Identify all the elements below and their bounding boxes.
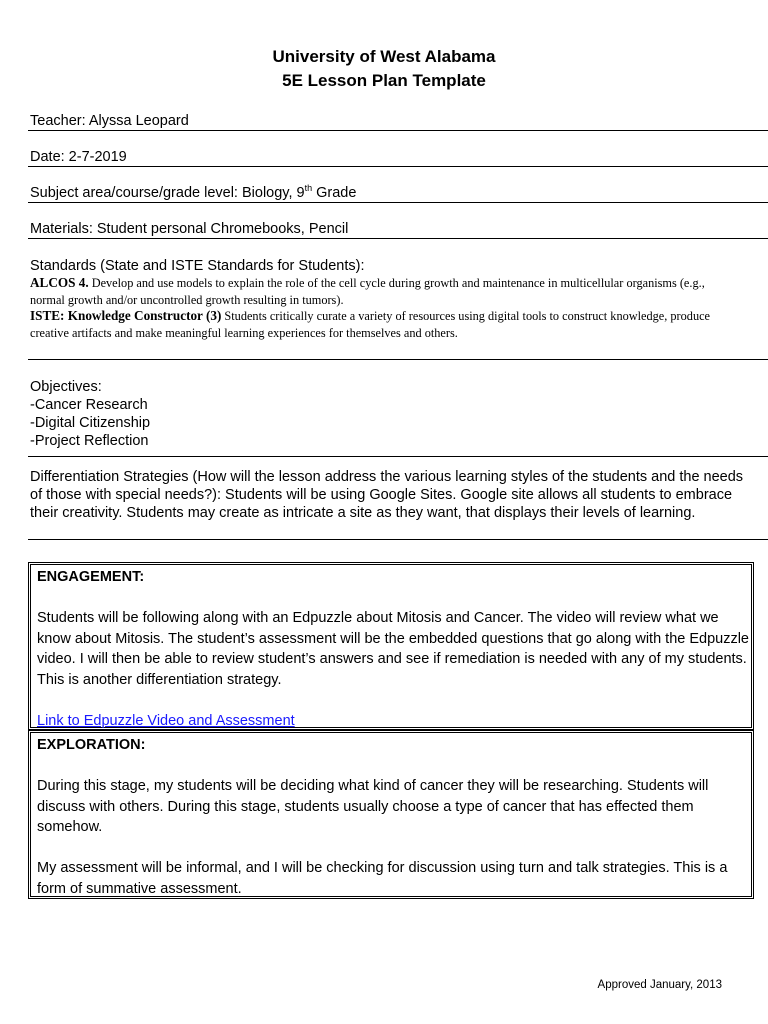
materials-field: Materials: Student personal Chromebooks, Pencil bbox=[30, 221, 349, 237]
subject-field bbox=[30, 184, 768, 202]
divider bbox=[28, 130, 768, 131]
alcos-text: Develop and use models to explain the role of the cell cycle during growth and maintenance in multicellular organisms (e.g., normal growth and/or uncontrolled growth resulting in tumors). bbox=[30, 276, 705, 307]
exploration-box bbox=[28, 730, 754, 899]
template-title: 5E Lesson Plan Template bbox=[282, 71, 486, 90]
objective-item: -Cancer Research bbox=[30, 397, 148, 413]
subject-prefix: Subject area/course/grade level: Biology, 9 bbox=[30, 185, 305, 201]
exploration-text: During this stage, my students will be deciding what kind of cancer they will be researching. Students will discuss with others. During this stage, students usually choose a type of cancer that has effected them somehow. bbox=[37, 778, 709, 835]
subject-superscript: th bbox=[304, 183, 313, 194]
edpuzzle-link[interactable]: Link to Edpuzzle Video and Assessment bbox=[37, 712, 295, 729]
exploration-heading: EXPLORATION: bbox=[37, 737, 146, 753]
approval-footer: Approved January, 2013 bbox=[597, 979, 722, 991]
exploration-assessment-text: My assessment will be informal, and I will be checking for discussion using turn and talk strategies. This is a form of summative assessment. bbox=[37, 860, 728, 897]
teacher-field: Teacher: Alyssa Leopard bbox=[30, 113, 189, 129]
alcos-label: ALCOS 4. bbox=[30, 275, 89, 290]
divider bbox=[28, 166, 768, 167]
divider bbox=[28, 539, 768, 540]
objective-item: -Project Reflection bbox=[30, 433, 149, 449]
divider bbox=[28, 456, 768, 457]
engagement-text: Students will be following along with an Edpuzzle about Mitosis and Cancer. The video will review what we know about Mitosis. The student’s assessment will be the embedded questions that go along with the Edpuzzle video. I will then be able to review student’s answers and see if remediation is needed with any of my students. This is another differentiation strategy. bbox=[37, 610, 750, 688]
iste-standard bbox=[30, 308, 730, 341]
engagement-box bbox=[28, 562, 754, 730]
university-title: University of West Alabama bbox=[272, 47, 496, 66]
standards-text bbox=[30, 275, 730, 341]
objective-item: -Digital Citizenship bbox=[30, 415, 151, 431]
objectives-section bbox=[30, 378, 768, 450]
objectives-heading: Objectives: bbox=[30, 379, 102, 395]
iste-text: Students critically curate a variety of resources using digital tools to construct knowledge, produce creative artifacts and make meaningful learning experiences for themselves and others. bbox=[30, 309, 711, 340]
standards-heading: Standards (State and ISTE Standards for Students): bbox=[30, 258, 365, 274]
divider bbox=[28, 238, 768, 239]
iste-label: ISTE: Knowledge Constructor (3) bbox=[30, 308, 222, 323]
divider bbox=[28, 202, 768, 203]
differentiation-text: Differentiation Strategies (How will the lesson address the various learning styles of the students and the needs of those with special needs?): Students will be using Google Sites. Google site allows all students to embrace their creativity. Students may create as intricate a site as they want, that displays their levels of learning. bbox=[30, 469, 744, 521]
date-field: Date: 2-7-2019 bbox=[30, 149, 127, 165]
subject-suffix: Grade bbox=[312, 185, 357, 201]
engagement-heading: ENGAGEMENT: bbox=[37, 569, 145, 585]
alcos-standard bbox=[30, 275, 730, 308]
divider bbox=[28, 359, 768, 360]
